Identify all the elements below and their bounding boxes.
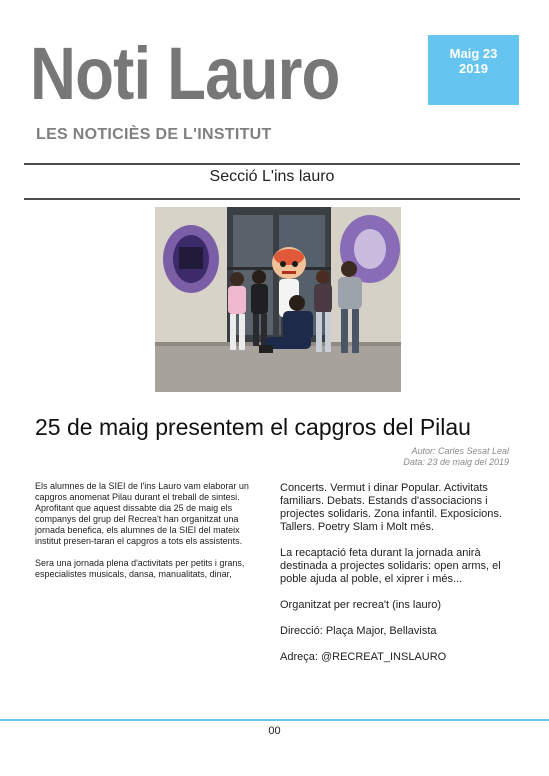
article-paragraph: Direcció: Plaça Major, Bellavista	[280, 625, 437, 637]
article-paragraph: Sera una jornada plena d'activitats per petits i grans, especialistes musicals, dansa, manualitats, dinar,	[35, 558, 245, 579]
article-paragraph: Els alumnes de la SIEI de l'ins Lauro vam elaborar un capgros anomenat Pilau durant el treball de sintesi. Aprofitant que aquest dissabte dia 25 de maig els companys del grup del Recrea't han organitzat una jornada benefica, els alumnes de la SIEI del mateix institut presen-taran el capgros a tots els assistents.	[35, 481, 249, 546]
article-paragraph: Adreça: @RECREAT_INSLAURO	[280, 651, 447, 663]
article-byline	[403, 446, 509, 468]
issue-date-year: 2019	[459, 61, 488, 76]
article-paragraph: Organitzat per recrea't (ins lauro)	[280, 599, 442, 611]
article-photo	[155, 207, 401, 392]
article-column-left	[35, 481, 263, 591]
newsletter-title: Noti Lauro	[30, 32, 340, 115]
issue-date-badge	[428, 35, 519, 105]
footer-rule	[0, 719, 549, 721]
article-column-right	[280, 482, 516, 677]
section-heading: Secció L'ins lauro	[209, 168, 335, 185]
article-date: Data: 23 de maig del 2019	[403, 457, 509, 467]
article-headline: 25 de maig presentem el capgros del Pilau	[35, 414, 471, 440]
issue-date-month: Maig 23	[449, 46, 498, 61]
article-author: Autor: Carles Sesat Leal	[411, 446, 509, 456]
article-paragraph: Concerts. Vermut i dinar Popular. Activitats familiars. Debats. Estands d'associacions i projectes solidaris. Zona infantil. Exposicions. Tallers. Poetry Slam i Molt més.	[280, 482, 502, 533]
section-rule-bottom	[24, 198, 520, 200]
section-rule-top	[24, 163, 520, 165]
page-number: 00	[268, 725, 281, 737]
newsletter-subtitle: LES NOTICIÈS DE L'INSTITUT	[36, 126, 272, 143]
article-paragraph: La recaptació feta durant la jornada anirà destinada a projectes solidaris: open arms, el poble ajuda al poble, el xiprer i més...	[280, 547, 501, 585]
